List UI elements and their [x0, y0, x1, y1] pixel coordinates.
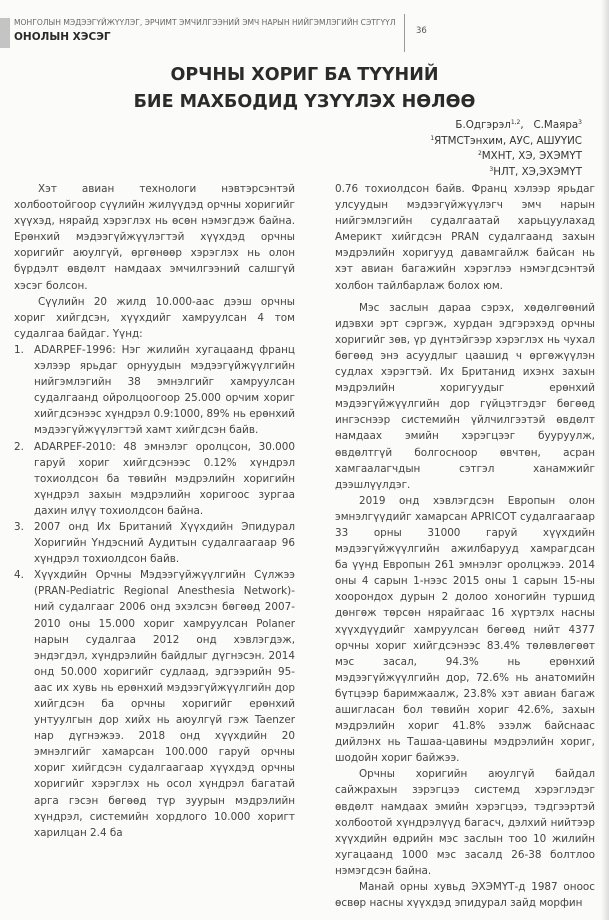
- paragraph: Мэс заслын дараа сэрэх, хөдөлгөөний идэвхи эрт сэргэж, хурдан эдгэрэхэд орчны хоригийг зөв, үр дүнтэйгээр хэрэглэх нь чухал бөгөөд энэ асуудлыг цаашид ч өргөжүүлэн судлах хэрэгтэй. Их Британид ихэнх захын мэдрэлийн хоригуудыг ерөнхий мэдээгүйжүүлгийн дор гүйцэтгэдэг бөгөөд ингэснээр системийн үйлчилгээтэй өвдөлт намдаах эмийн хэрэгцээг бууруулж, өвдөлтгүй болгосноор өвчтөн, асран хамгаалагчдын сэтгэл ханамжийг дээшлүүлдэг.: [335, 301, 595, 491]
- paragraph: Хэт авиан технологи нэвтэрсэнтэй холбоотойгоор сүүлийн жилүүдэд орчны хоригийг хүүхэд, нярайд хэрэглэх нь өсөн нэмэгдэж байна. Ерөнхий мэдээгүйжүүлэгтэй хүүхдэд орчны хоригийг аюулгүй, өргөнөөр хэрэглэх нь олон бүрдэлт өвдөлт намдаах эмчилгээний салшгүй хэсэг болсон.: [14, 183, 295, 292]
- page-edge-shadow: [601, 0, 609, 920]
- list-number: 1.: [14, 343, 24, 356]
- paragraph: Сүүлийн 20 жилд 10.000-аас дээш орчны хориг хийгдсэн, хүүхдийг хамруулсан 4 том судалгаа байдаг. Үүнд:: [14, 295, 295, 340]
- article-title: [0, 62, 609, 116]
- author-1-affiliation-mark: 1,2: [510, 119, 521, 126]
- header-divider: [404, 14, 405, 52]
- page-number: 36: [416, 26, 427, 36]
- section-name: ОНОЛЫН ХЭСЭГ: [14, 31, 111, 43]
- paragraph: Манай орны хувьд ЭХЭМҮТ-д 1987 оноос өсвөр насны хүүхдэд эпидурал зайд морфин: [335, 881, 595, 910]
- left-column: [14, 181, 295, 841]
- affiliation-2: [430, 149, 582, 165]
- affiliation-1: [430, 134, 582, 150]
- affiliation-3: [430, 165, 582, 181]
- affiliation-2-text: МХНТ, ХЭ, ЭХЭМҮТ: [481, 150, 582, 162]
- list-item: [14, 342, 295, 439]
- affiliation-1-mark: 1: [430, 134, 435, 142]
- title-line-2: БИЕ МАХБОДИД ҮЗҮҮЛЭХ НӨЛӨӨ: [133, 92, 476, 112]
- paragraph: 2019 онд хэвлэгдсэн Европын олон эмнэлгүүдийг хамарсан APRICOT судалгаагаар 33 орны 31000 гаруй хүүхдийн мэдээгүйжүүлгийн ажилбарууд хамрагдсан ба үүнд Европын 261 эмнэлэг оролцжээ. 2014 оны 4 сарын 1-нээс 2015 оны 1 сарын 15-ны хоорондох дурын 2 долоо хоногийн туршид дөнгөж төрсөн нярайгаас 16 хүртэлх насны хүүхдүүдийг хамруулсан бөгөөд нийт 4377 орчны хориг хийгдсэнээс 83.4% төлөвлөгөөт мэс засал, 94.3% нь ерөнхий мэдээгүйжүүлгийн дор, 72.6% нь анатомийн бүтцээр баримжаалж, 23.8% хэт авиан багаж ашигласан бол төвийн хориг 42.6%, захын мэдрэлийн хориг 41.8% эзэлж байснаас дийлэнх нь Ташаа-цавины мэдрэлийн хориг, шодойн хориг байжээ.: [335, 494, 595, 765]
- author-block: [430, 118, 582, 180]
- author-1: Б.Одгэрэл: [455, 119, 511, 131]
- journal-name: МОНГОЛЫН МЭДЭЭГҮЙЖҮҮЛЭГ, ЭРЧИМТ ЭМЧИЛГЭЭНИЙ ЭМЧ НАРЫН НИЙГЭМЛЭГИЙН СЭТГҮҮЛ: [14, 18, 396, 27]
- author-names: Б.Одгэрэл$^{1,2}$, С.Маяра$^3$: [455, 119, 582, 131]
- paragraph: Орчны хоригийн аюулгүй байдал сайжрахын зэрэгцээ системд хэрэглэдэг өвдөлт намдаах эмийн хэрэгцээ, тэдгээртэй холбоотой хүндрэлүүд багасч, дэлхий нийтээр хүүхдийн өдрийн мэс заслын тоо 10 жилийн хугацаанд 1000 мэс засалд 26-38 болтлоо нэмэгдсэн байна.: [335, 768, 595, 877]
- running-header: [0, 14, 609, 50]
- title-line-1: ОРЧНЫ ХОРИГ БА ТҮҮНИЙ: [170, 65, 439, 85]
- affiliation-3-text: НЛТ, ХЭ,ЭХЭМҮТ: [493, 165, 582, 178]
- list-item: [14, 519, 295, 567]
- affiliation-1-text: ЯТМСТэнхим, АУС, АШУҮИС: [434, 134, 582, 147]
- right-column: [335, 181, 595, 911]
- list-number: 2.: [14, 440, 24, 453]
- section-tab-marker: [0, 18, 10, 48]
- list-item: [14, 567, 295, 841]
- affiliation-3-mark: 3: [489, 165, 494, 173]
- list-text: ADARPEF-2010: 48 эмнэлэг оролцсон, 30.000 гаруй хориг хийгдсэнээс 0.12% хүндрэл тохиолдсон ба төвийн мэдрэлийн хоригийн хүндрэл захын мэдрэлийн хоригоос зургаа дахин илүү тохиолдсон байна.: [34, 440, 295, 517]
- paragraph: 0.76 тохиолдсон байв. Франц хэлээр ярьдаг улсуудын мэдээгүйжүүлэгч эмч нарын нийгэмлэгийн судалгаатай харьцуулахад Америкт хийгдсэн PRAN судалгаанд захын мэдрэлийн хоригууд давамгайлж байсан нь хэт авиан багажийн хэрэглээ нэмэгдсэнтэй холбон тайлбарлаж болох юм.: [335, 183, 595, 292]
- list-number: 4.: [14, 569, 24, 582]
- author-2: С.Маяра: [533, 119, 579, 131]
- list-text: ADARPEF-1996: Нэг жилийн хугацаанд франц хэлээр ярьдаг орнуудын мэдээгүйжүүлгийн нийгэмлэгийн 38 эмнэлгийг хамруулсан судалгаанд ойролцоогоор 25.000 орчим хориг хийгдсэнээс хүндрэл 0.9:1000, 89% нь ерөнхий мэдээгүйжүүлэгтэй хамт хийгдсэн байв.: [34, 343, 295, 437]
- list-text: Хүүхдийн Орчны Мэдээгүйжүүлгийн Сүлжээ (PRAN-Pediatric Regional Anesthesia Network)-ний судалгааг 2006 онд эхэлсэн бөгөөд 2007-2010 оны 15.000 хориг хамруулсан Polaner нарын судалгаа 2012 онд хэвлэгдэж, эндэгдэл, хүндрэлийн байдлыг дүгнэсэн. 2014 онд 50.000 хоригийг судлаад, эдгээрийн 95-аас их хувь нь ерөнхий мэдээгүйжүүлгийн дор хийгдсэн ба орчны хоригийг ерөнхий унтуулгын дор хийх нь аюулгүй гэж Taenzer нар дүгнэжээ. 2018 онд хүүхдийн 20 эмнэлгийг хамарсан 100.000 гаруй орчны хориг хийгдсэн судалгаагаар хүүхдэд орчны хоригийг хэрэглэх нь осол хүндрэл багатай арга гэсэн бөгөөд түр зуурын мэдрэлийн хүндрэл, системийн хордлого 10.000 хоригт харилцан 2.4 ба: [34, 569, 295, 839]
- list-item: [14, 439, 295, 519]
- affiliation-2-mark: 2: [477, 150, 482, 157]
- list-number: 3.: [14, 520, 24, 533]
- list-text: 2007 онд Их Британий Хүүхдийн Эпидурал Хоригийн Үндэсний Аудитын судалгаагаар 96 хүндрэл тохиолдсон байв.: [34, 520, 295, 566]
- author-2-affiliation-mark: 3: [578, 119, 582, 126]
- study-list: [14, 342, 295, 841]
